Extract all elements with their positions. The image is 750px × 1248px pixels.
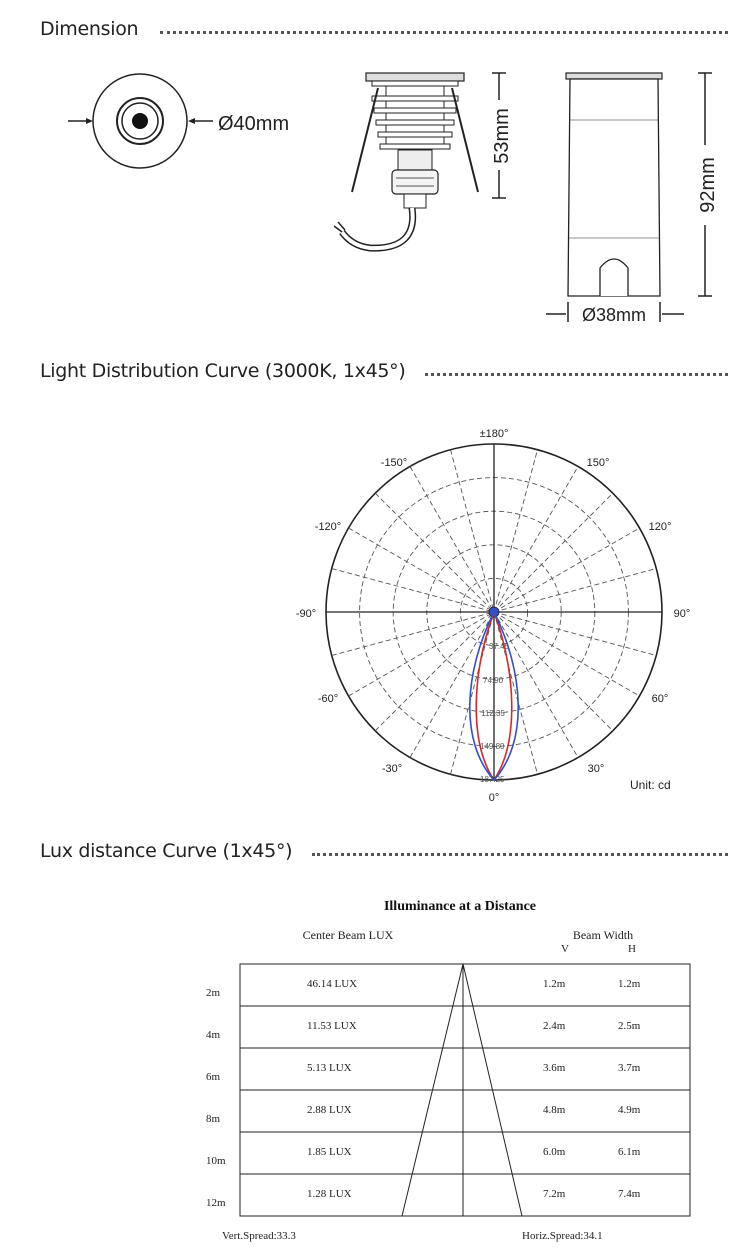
beam-width-v: 6.0m	[543, 1146, 566, 1158]
section-title-light-distribution: Light Distribution Curve (3000K, 1x45°)	[40, 360, 406, 382]
beam-width-v: 7.2m	[543, 1188, 566, 1200]
v-header: V	[561, 943, 569, 955]
angle-label-m150: -150°	[380, 457, 408, 469]
beam-width-v: 4.8m	[543, 1104, 566, 1116]
ring-value: 149.80	[480, 742, 505, 751]
beam-width-h: 4.9m	[618, 1104, 641, 1116]
angle-label-p90: 90°	[673, 608, 691, 620]
angle-label-m120: -120°	[314, 521, 342, 533]
angle-label-m60: -60°	[317, 693, 339, 705]
vert-spread-label: Vert.Spread:33.3	[222, 1230, 296, 1242]
front-diameter-label: Ø40mm	[218, 113, 290, 135]
beam-width-header: Beam Width	[572, 928, 634, 942]
distance-label: 4m	[206, 1029, 221, 1041]
distance-label: 2m	[206, 987, 221, 999]
center-beam-header: Center Beam LUX	[302, 928, 394, 942]
angle-label-p150: 150°	[586, 457, 610, 469]
side-view	[334, 73, 513, 248]
lux-value: 11.53 LUX	[307, 1020, 357, 1032]
beam-width-h: 7.4m	[618, 1188, 641, 1200]
lux-title: Illuminance at a Distance	[383, 899, 537, 914]
beam-width-h: 1.2m	[618, 978, 641, 990]
lux-value: 2.88 LUX	[307, 1104, 352, 1116]
angle-label-p60: 60°	[651, 693, 669, 705]
angle-label-p120: 120°	[648, 521, 672, 533]
dotted-divider	[312, 853, 728, 856]
distance-label: 12m	[206, 1197, 226, 1209]
distance-label: 6m	[206, 1071, 221, 1083]
lux-table	[0, 878, 750, 1248]
beam-width-h: 2.5m	[618, 1020, 641, 1032]
horiz-spread-label: Horiz.Spread:34.1	[522, 1230, 603, 1242]
body-view	[546, 73, 719, 325]
polar-chart	[0, 410, 750, 830]
distance-label: 8m	[206, 1113, 221, 1125]
angle-label-m90: -90°	[295, 608, 317, 620]
lux-value: 46.14 LUX	[307, 978, 358, 990]
beam-width-h: 6.1m	[618, 1146, 641, 1158]
distance-label: 10m	[206, 1155, 226, 1167]
angle-label-m30: -30°	[381, 763, 403, 775]
ring-value: 37.45	[489, 642, 510, 651]
ring-value: 112.35	[481, 709, 505, 718]
lux-value: 1.28 LUX	[307, 1188, 352, 1200]
ring-value: 187.25	[480, 775, 505, 784]
dotted-divider	[425, 373, 728, 376]
angle-label-180: ±180°	[479, 428, 509, 440]
angle-label-p30: 30°	[587, 763, 605, 775]
ring-value: 74.90	[483, 676, 504, 685]
angle-label-0: 0°	[488, 792, 500, 804]
side-height-label: 53mm	[491, 108, 513, 164]
beam-width-v: 3.6m	[543, 1062, 566, 1074]
unit-label: Unit: cd	[630, 778, 671, 792]
lux-value: 1.85 LUX	[307, 1146, 352, 1158]
beam-width-h: 3.7m	[618, 1062, 641, 1074]
beam-width-v: 1.2m	[543, 978, 566, 990]
section-title-lux-distance: Lux distance Curve (1x45°)	[40, 840, 293, 862]
body-diameter-label: Ø38mm	[581, 305, 647, 325]
dimension-drawings	[0, 0, 750, 340]
h-header: H	[628, 943, 636, 955]
section-title-dimension: Dimension	[40, 18, 139, 40]
beam-width-v: 2.4m	[543, 1020, 566, 1032]
lux-value: 5.13 LUX	[307, 1062, 352, 1074]
body-height-label: 92mm	[697, 157, 719, 213]
front-view	[68, 74, 289, 168]
